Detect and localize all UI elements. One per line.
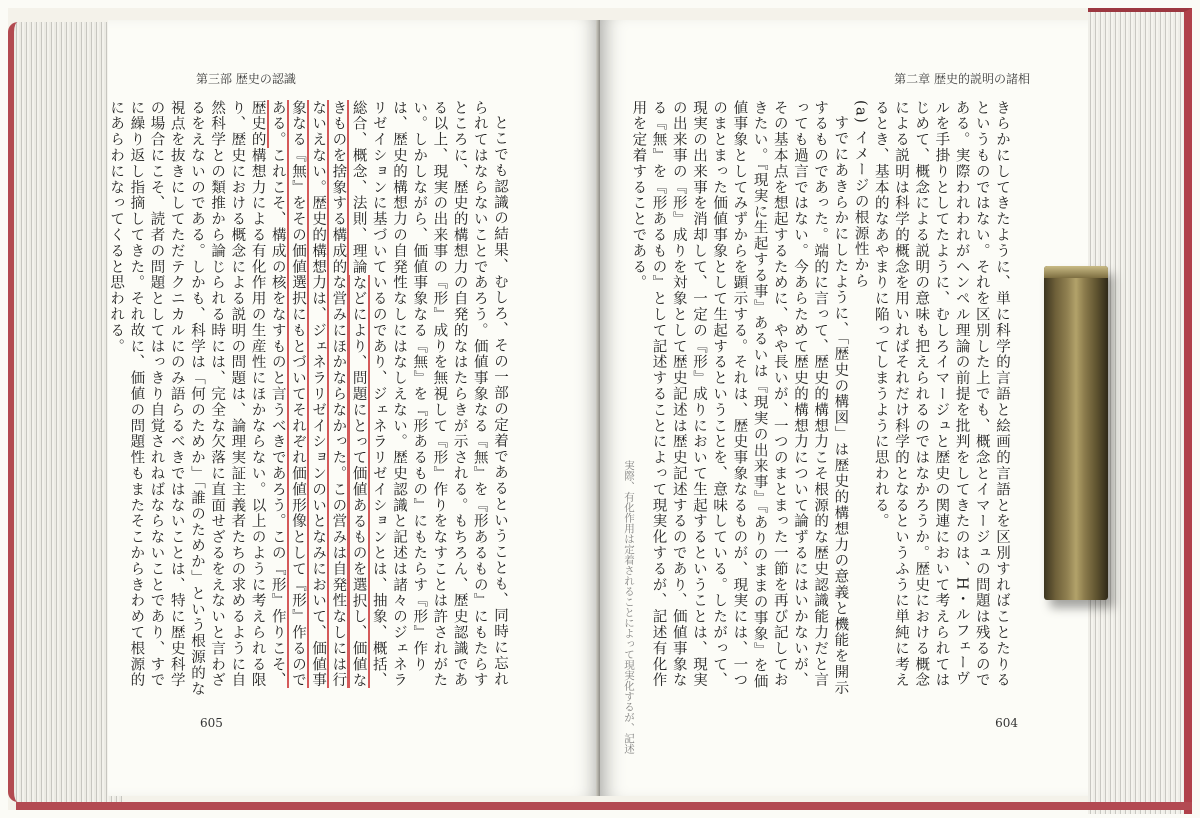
right-page-body <box>630 100 1012 700</box>
book-cover-edge <box>16 802 1192 810</box>
right-page-number: 604 <box>995 716 1018 730</box>
left-page-body <box>108 100 510 700</box>
left-text-after: これこそ、構成の核をなすものと言うべきであろう。この『形』作りこそ、歴史的構想力による有化作用の生産性にほかならない。以上のように考えられる限り、歴史における概念による説明の問題は、論理実証主義者たちの求めるように自然科学との類推から論じられる時には、完全な欠落に直面せざるをえないと言わざるをえないのである。しかも、科学は「何のためか」「誰のためか」という根源的な視点を抜きにしてただテクニカルにのみ語らるべきではないことは、特に歴史科学の場合にこそ、読者の問題としてはっきり自覚されねばならないことであり、すでに繰り返し指摘してきた。それ故に、価値の問題性もまたそこからきわめて根源的にあらわになってくると思われる。 <box>108 100 286 697</box>
left-text-before: とこでも認識の結果、むしろ、その一部の定着であるということも、同時に忘れられてはならないことであろう。価値事象なる『無』を『形あるもの』にもたらすところに、歴史的構想力の自発的なはたらきが示される。もちろん、歴史認識である以上、現実の出来事の『形』成りを無視して『形』作りをなすことは許されがたい。しかしながら、価値事象なる『無』を『形あるもの』にもたらす『形』作りは、歴史的構想力の自発性なしにはなしえない。歴史認識と記述は諸々のジェネラリゼイションに基づいているのであり、ジェネラリゼイションとは、抽象、概括、総合、概念、法則、理論 <box>350 100 508 689</box>
left-paragraph <box>106 100 510 700</box>
right-paragraph-1: きらかにしてきたように、単に科学的言語と絵画的言語とを区別すればことたりるというものではない。それを区別した上でも、概念とイマージュの問題は残るのである。実際われわれがヘンペル理論の前提を批判をしてきたのは、H・ルフェーヴルを手掛りとしてたように、むしろイマージュと歴史の関連において考えられてはじめて、概念による説明の意味も把えられるのではなかろうか。歴史における概念による説明は科学的概念を用いればそれだけ科学的となるというふうに単純に考えるとき、基本的なあやまりに陥ってしまうように思われる。 <box>872 100 1010 689</box>
left-page-number: 605 <box>200 716 223 730</box>
right-page <box>600 20 1088 796</box>
right-running-head: 第二章 歴史的説明の諸相 <box>894 72 1030 86</box>
page-edges-left <box>8 22 122 802</box>
footnote-bleed: 実際、有化作用は定着されることによって現実化するが、記述 <box>623 460 635 754</box>
right-paragraph-2: すでにあきらかにしたように、「歴史の構図」は歴史的構想力の意義と機能を開示するものであった。端的に言って、歴史的構想力こそ根源的な歴史認識能力だと言っても過言ではない。今あらためて歴史的構想力について論ずるにはいかないが、その基本点を想起するために、やや長いが、一つのまとまった一節を再び記しておきたい。『現実に生起する事』あるいは『現実の出来事』『ありのままの事象』を価値事象としてみずからを顕示する。それは、歴史事象なるものが、現実には、一つのまとまった価値事象として生起するということを、意味している。したがって、現実の出来事を消却して、一定の『形』成りにおいて生起するということは、現実の出来事の『形』成りを対象として歴史記述は歴史記述するのであり、価値事象なる『無』を『形あるもの』として記述することによって現実化するが、記述有化作用を定着することである。 <box>630 100 849 696</box>
section-heading: (a) イメージの根源性から <box>852 100 869 290</box>
brass-paperweight <box>1044 266 1108 600</box>
left-page <box>108 20 600 796</box>
left-running-head: 第三部 歴史の認識 <box>196 72 296 86</box>
red-underline-highlight: などにより、問題にとって価値あるものを選択し、価値なきものを捨象する構成的な営みにほかならなかった。この営みは自発性なしには行ないえない。歴史的構想力は、ジェネラリゼイションのいとなみにおいて、価値事象なる『無』をその価値選択にもとづいてそれぞれ価値形像として『形』作るのである。 <box>267 100 370 688</box>
paperweight-top-face <box>1044 266 1108 278</box>
